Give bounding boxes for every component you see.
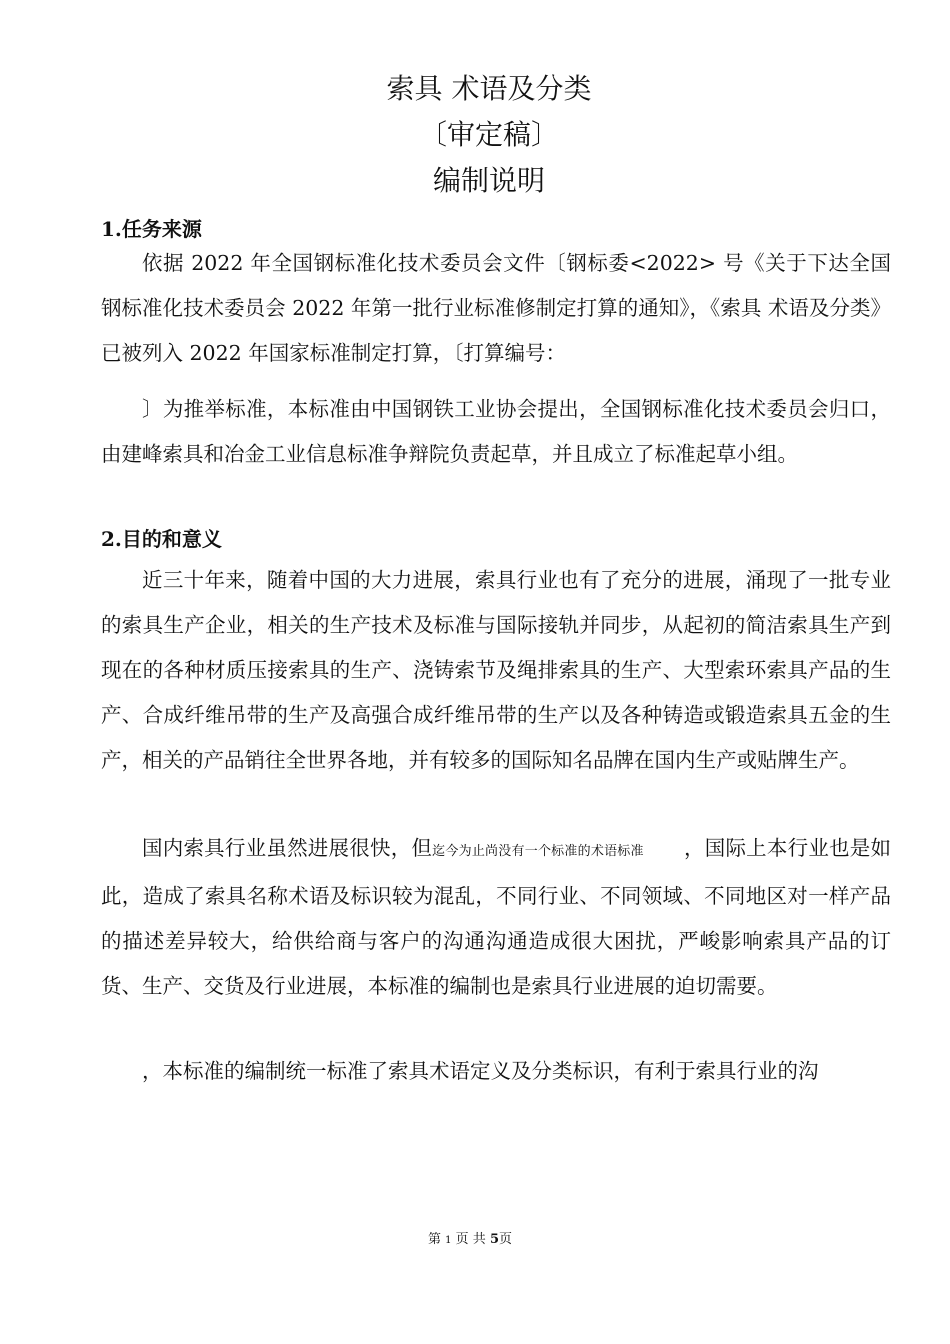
section-heading-task-source: 1.任务来源 — [101, 217, 202, 241]
footer-page-number: 1 — [445, 1235, 452, 1246]
footer-suffix: 页 — [498, 1232, 512, 1247]
document-status: 〔审定稿〕 — [418, 118, 559, 151]
paragraph-purpose-3: ，本标准的编制统一标准了索具术语定义及分类标识，有利于索具行业的沟 — [142, 1059, 819, 1083]
paragraph-purpose-2-part2: ，国际上本行业也是如此，造成了索具名称术语及标识较为混乱，不同行业、不同领域、不同地区对一样产品的描述差异较大，给供给商与客户的沟通沟通造成很大困扰，严峻影响索具产品的订货、生产、交货及行业进展，本标准的编制也是索具行业进展的迫切需要。 — [101, 836, 892, 998]
paragraph-task-source-2: 〕为推举标准，本标准由中国钢铁工业协会提出，全国钢标准化技术委员会归口，由建峰索具和冶金工业信息标准争辩院负责起草，并且成立了标准起草小组。 — [101, 397, 891, 466]
footer-middle: 页 共 — [455, 1232, 486, 1247]
footer-total-pages: 5 — [489, 1232, 499, 1247]
paragraph-task-source-1: 依据 2022 年全国钢标准化技术委员会文件〔钢标委<2022> 号《关于下达全国钢标准化技术委员会 2022 年第一批行业标准修制定打算的通知》，《索具 术语及分类》已被列入 2022 年国家标准制定打算，〔打算编号： — [101, 251, 891, 365]
page-footer — [0, 1230, 940, 1251]
paragraph-purpose-2-part1: 国内索具行业虽然进展很快，但 — [142, 836, 433, 860]
paragraph-purpose-2-small-text: 迄今为止尚没有一个标准的术语标准 — [432, 844, 644, 859]
footer-prefix: 第 — [427, 1232, 441, 1247]
document-subtitle: 编制说明 — [432, 164, 545, 197]
section-heading-purpose: 2.目的和意义 — [101, 527, 222, 551]
paragraph-purpose-2 — [101, 826, 891, 1009]
document-title: 索具 术语及分类 — [386, 72, 592, 105]
paragraph-purpose-1: 近三十年来，随着中国的大力进展，索具行业也有了充分的进展，涌现了一批专业的索具生产企业，相关的生产技术及标准与国际接轨并同步，从起初的简洁索具生产到现在的各种材质压接索具的生产、浇铸索节及绳排索具的生产、大型索环索具产品的生产、合成纤维吊带的生产及高强合成纤维吊带的生产以及各种铸造或锻造索具五金的生产，相关的产品销往全世界各地，并有较多的国际知名品牌在国内生产或贴牌生产。 — [101, 568, 891, 772]
